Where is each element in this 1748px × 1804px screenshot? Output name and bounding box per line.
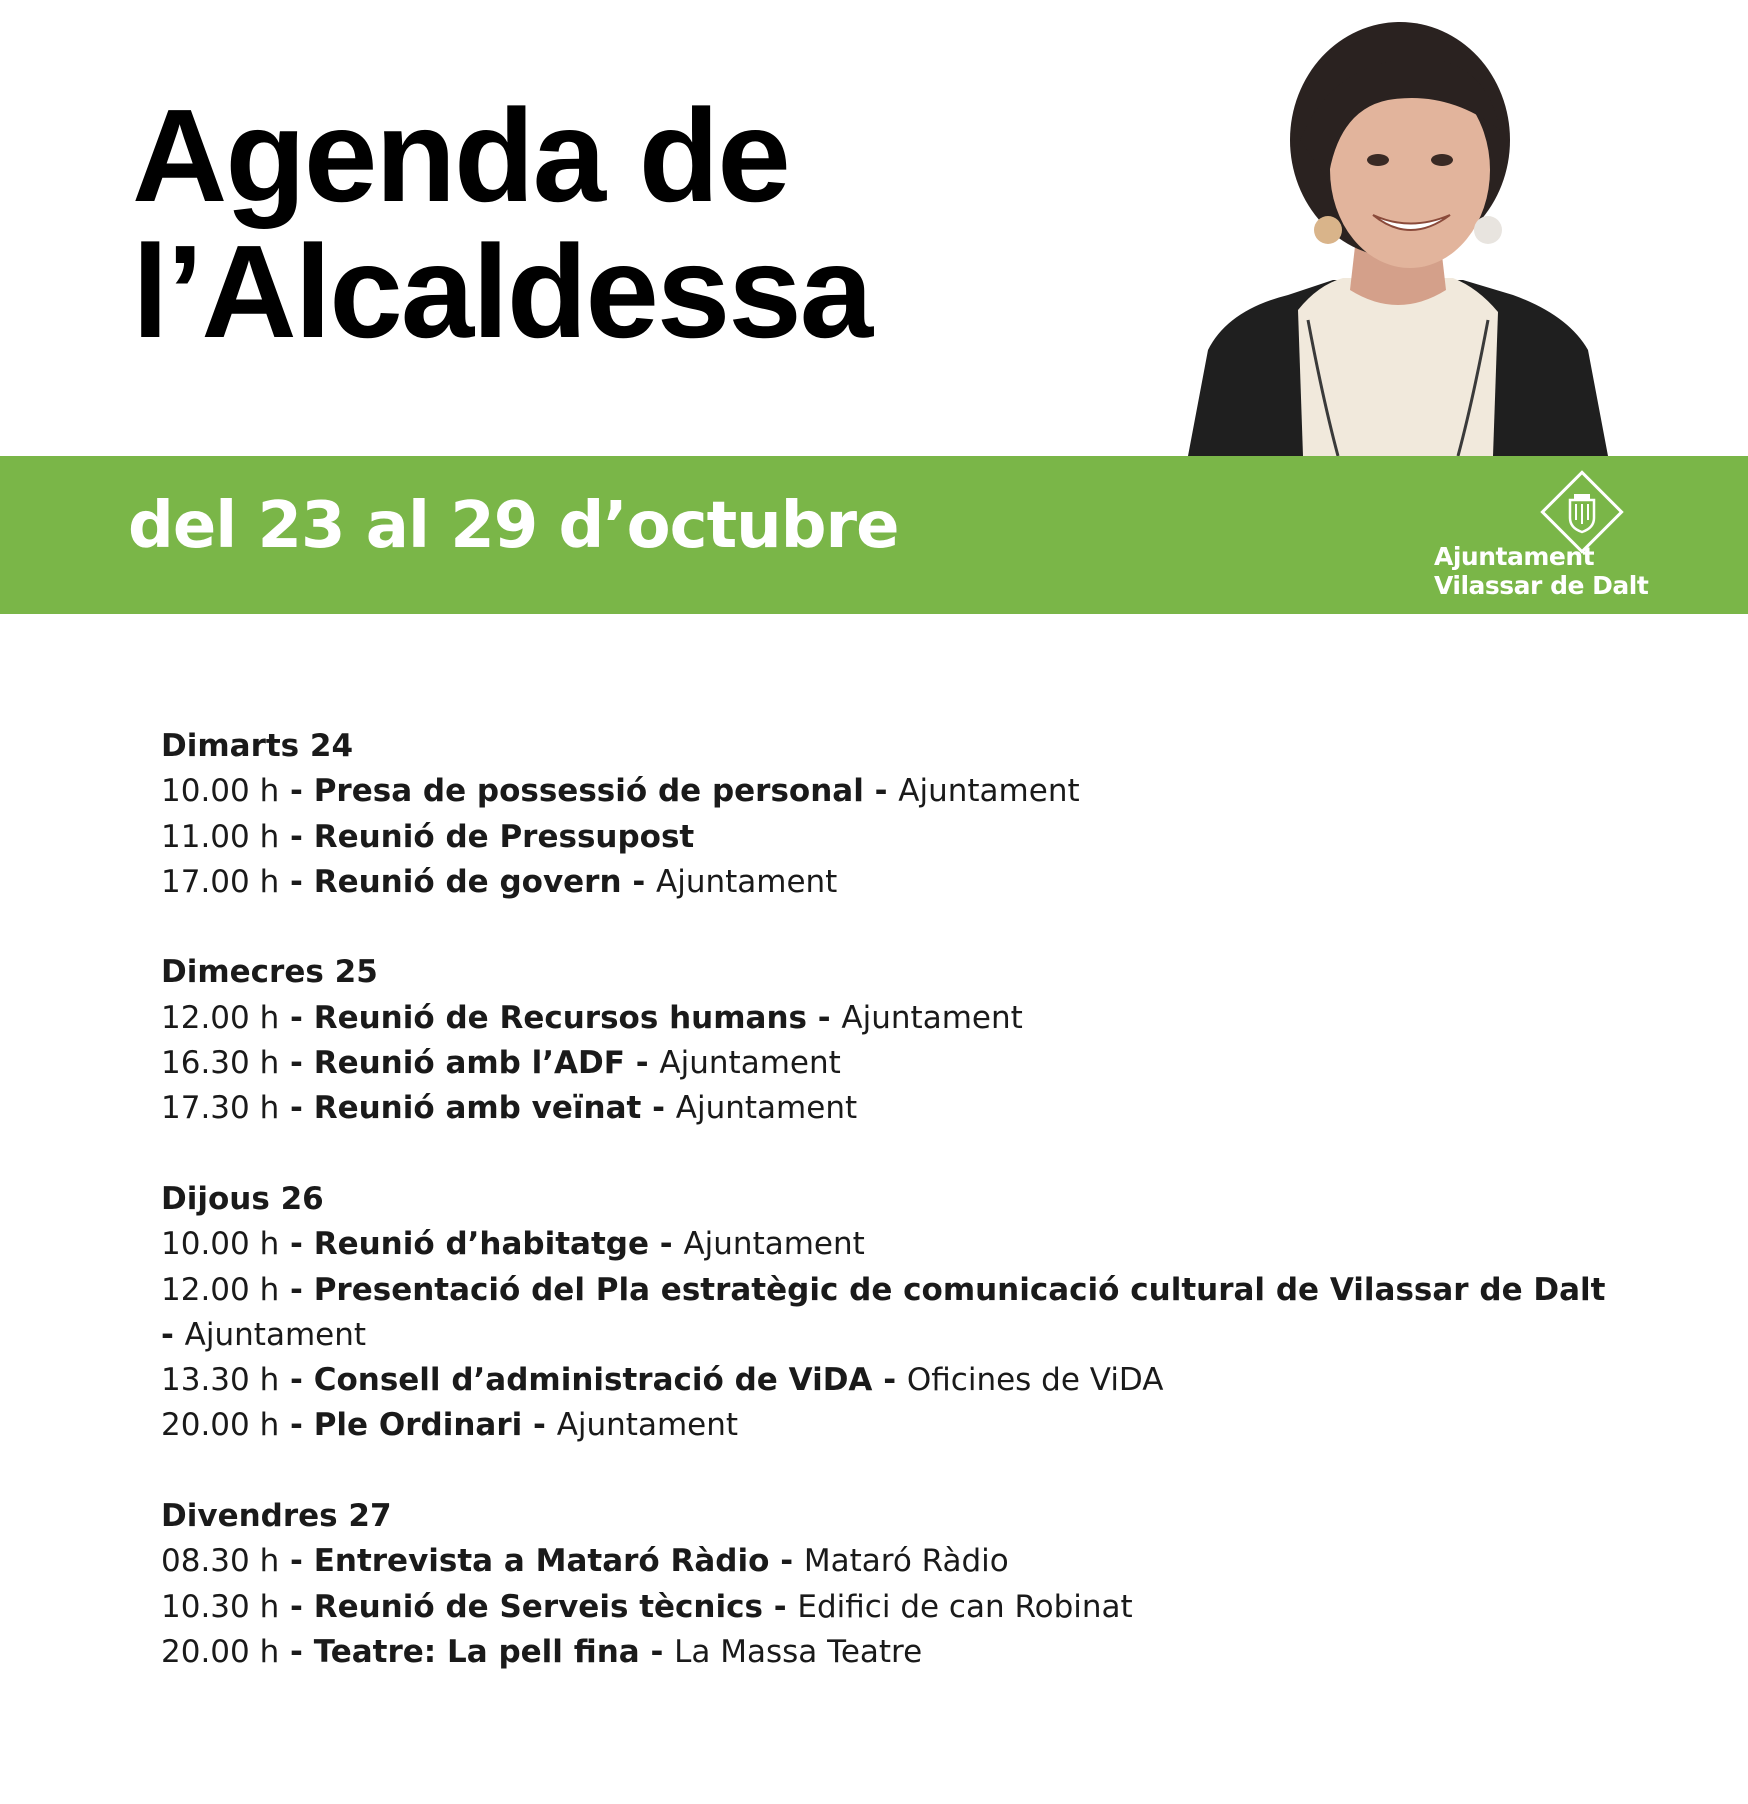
agenda-entry: [161, 1041, 1641, 1086]
entry-place: Mataró Ràdio: [803, 1543, 1009, 1580]
logo-line-2: Vilassar de Dalt: [1434, 571, 1649, 600]
entry-separator: -: [863, 773, 899, 810]
entry-event: Teatre: La pell fina: [313, 1633, 640, 1670]
agenda-entry: [161, 1539, 1641, 1584]
entry-separator: -: [279, 863, 314, 900]
entry-event: Consell d’administració de ViDA: [313, 1362, 873, 1399]
entry-time: 16.30 h: [161, 1045, 280, 1082]
entry-separator: -: [279, 1407, 314, 1444]
agenda-entry: [161, 1358, 1641, 1403]
entry-event: Reunió de govern: [313, 863, 622, 900]
entry-time: 12.00 h: [161, 1271, 280, 1308]
council-logo-text: [1434, 542, 1648, 600]
entry-place: Ajuntament: [841, 999, 1023, 1036]
entry-place: Ajuntament: [556, 1407, 739, 1444]
entry-event: Reunió de Pressupost: [313, 818, 695, 855]
agenda-entry: [161, 1268, 1641, 1313]
date-band: [0, 456, 1748, 614]
entry-event: Presa de possessió de personal: [313, 773, 864, 810]
title-line-2: l’Alcaldessa: [132, 218, 872, 365]
agenda-day: [161, 724, 1641, 905]
entry-separator: -: [806, 999, 842, 1036]
entry-event: Reunió d’habitatge: [313, 1226, 649, 1263]
entry-event: Presentació del Pla estratègic de comunicació cultural de Vilassar de Dalt: [313, 1271, 1606, 1308]
logo-line-1: Ajuntament: [1434, 542, 1595, 571]
entry-separator: -: [279, 1633, 314, 1670]
entry-separator: -: [872, 1362, 907, 1399]
entry-separator: -: [279, 1588, 314, 1625]
agenda-entry: [161, 1222, 1641, 1267]
entry-separator: -: [279, 1543, 314, 1580]
mayor-portrait: [1188, 20, 1608, 456]
agenda-day: [161, 1494, 1641, 1675]
entry-event: Entrevista a Mataró Ràdio: [313, 1543, 770, 1580]
agenda-entry: [161, 1403, 1641, 1448]
entry-event: Reunió de Serveis tècnics: [313, 1588, 763, 1625]
entry-separator: -: [279, 1045, 314, 1082]
entry-separator: -: [279, 1090, 314, 1127]
agenda-entry: [161, 860, 1641, 905]
entry-event: Reunió amb l’ADF: [313, 1045, 625, 1082]
entry-time: 17.30 h: [161, 1090, 280, 1127]
agenda-entry: [161, 815, 1641, 860]
day-title: Dimarts 24: [161, 728, 354, 764]
entry-place: Ajuntament: [184, 1316, 367, 1353]
entry-separator: -: [762, 1588, 798, 1625]
page-title: [132, 82, 872, 365]
entry-time: 20.00 h: [161, 1633, 280, 1670]
entry-place: Oficines de ViDA: [906, 1362, 1164, 1399]
entry-time: 13.30 h: [161, 1362, 280, 1399]
agenda-entry: [161, 1585, 1641, 1630]
entry-time: 10.00 h: [161, 1226, 280, 1263]
day-title: Dimecres 25: [161, 954, 378, 991]
agenda-day: [161, 1177, 1641, 1449]
entry-separator: -: [621, 863, 656, 900]
day-title: Dijous 26: [161, 1180, 324, 1217]
entry-separator: -: [279, 1226, 314, 1263]
entry-separator: -: [639, 1633, 675, 1670]
day-title: Divendres 27: [161, 1498, 392, 1535]
entry-separator: -: [649, 1226, 684, 1263]
entry-event: Reunió de Recursos humans: [313, 999, 807, 1036]
entry-time: 10.30 h: [161, 1588, 280, 1625]
entry-time: 20.00 h: [161, 1407, 280, 1444]
entry-separator: -: [161, 1316, 185, 1353]
entry-separator: -: [279, 818, 314, 855]
title-line-1: Agenda de: [132, 82, 789, 229]
entry-time: 12.00 h: [161, 999, 280, 1036]
entry-separator: -: [279, 1362, 314, 1399]
entry-time: 10.00 h: [161, 773, 280, 810]
agenda-entry: [161, 1086, 1641, 1131]
entry-place: Edifici de can Robinat: [797, 1588, 1133, 1625]
agenda-list: [161, 724, 1641, 1721]
agenda-entry: [161, 1630, 1641, 1675]
entry-place: Ajuntament: [659, 1045, 841, 1082]
entry-time: 11.00 h: [161, 818, 280, 855]
entry-separator: -: [624, 1045, 660, 1082]
agenda-entry: [161, 1313, 1641, 1358]
entry-separator: -: [522, 1407, 557, 1444]
entry-time: 17.00 h: [161, 863, 280, 900]
date-range: del 23 al 29 d’octubre: [128, 489, 899, 563]
entry-separator: -: [279, 773, 314, 810]
entry-place: Ajuntament: [898, 773, 1080, 810]
entry-place: Ajuntament: [675, 1090, 858, 1127]
entry-separator: -: [279, 999, 314, 1036]
entry-separator: -: [769, 1543, 804, 1580]
entry-time: 08.30 h: [161, 1543, 280, 1580]
agenda-day: [161, 950, 1641, 1131]
entry-event: Ple Ordinari: [313, 1407, 523, 1444]
entry-place: La Massa Teatre: [674, 1633, 923, 1670]
entry-separator: -: [279, 1271, 314, 1308]
portrait-image: [1188, 20, 1608, 456]
entry-event: Reunió amb veïnat: [313, 1090, 642, 1127]
entry-separator: -: [641, 1090, 676, 1127]
council-logo: [1430, 462, 1660, 602]
entry-place: Ajuntament: [656, 863, 838, 900]
agenda-entry: [161, 996, 1641, 1041]
agenda-entry: [161, 769, 1641, 814]
entry-place: Ajuntament: [683, 1226, 865, 1263]
